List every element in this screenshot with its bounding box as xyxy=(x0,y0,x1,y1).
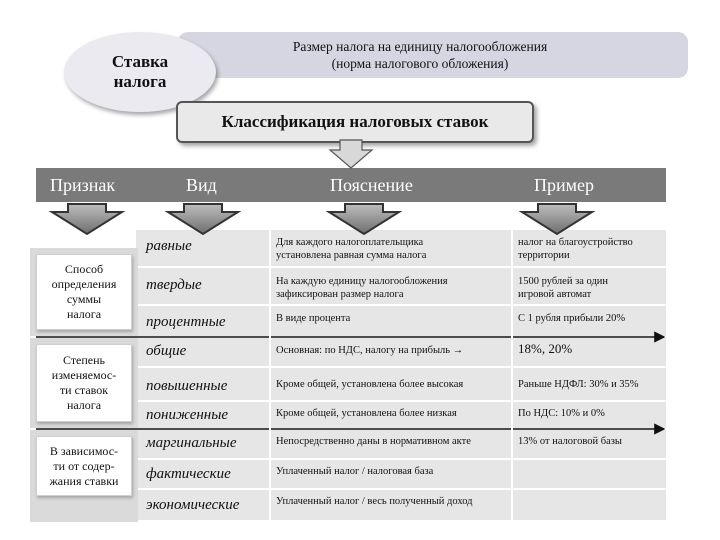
rate-label-line2: налога xyxy=(113,72,167,91)
criteria-line: В зависимос- xyxy=(49,443,119,458)
explanation-reduced: Кроме общей, установлена более низкая xyxy=(276,408,457,419)
example-line: территории xyxy=(518,250,570,261)
explanation-marginal: Непосредственно даны в нормативном акте xyxy=(276,436,471,447)
rate-label-line1: Ставка xyxy=(111,52,169,71)
type-increased: повышенные xyxy=(146,378,228,394)
header-sign: Признак xyxy=(50,175,116,195)
explanation-economic: Уплаченный налог / весь полученный доход xyxy=(276,496,473,507)
criteria-line: суммы xyxy=(66,292,102,306)
explanation-general: Основная: по НДС, налогу на прибыль → xyxy=(276,345,464,356)
explanation-line: зафиксирован размер налога xyxy=(276,289,404,300)
explanation-line: Для каждого налогоплательщика xyxy=(276,237,424,248)
definition-line2: (норма налогового обложения) xyxy=(331,56,509,71)
type-general: общие xyxy=(146,343,187,359)
explanation-fixed xyxy=(276,275,506,301)
criteria-line: Способ xyxy=(64,262,104,276)
explanation-line: установлена равная сумма налога xyxy=(276,250,427,261)
type-reduced: пониженные xyxy=(146,407,229,423)
chevron-sign-icon xyxy=(52,204,122,234)
chevron-type-icon xyxy=(168,204,238,234)
criteria-line: Степень xyxy=(62,353,106,367)
type-economic: экономические xyxy=(146,497,240,513)
header-example: Пример xyxy=(534,175,595,195)
example-percent: С 1 рубля прибыли 20% xyxy=(518,313,626,324)
type-actual: фактические xyxy=(146,466,231,482)
header-type: Вид xyxy=(186,175,217,195)
example-line: игровой автомат xyxy=(518,289,592,300)
type-equal: равные xyxy=(146,238,192,254)
explanation-line: На каждую единицу налогообложения xyxy=(276,276,448,287)
type-marginal: маргинальные xyxy=(146,435,237,451)
example-fixed xyxy=(518,275,666,301)
header-explanation: Пояснение xyxy=(330,175,413,195)
criteria-line: жания ставки xyxy=(49,473,119,488)
explanation-percent: В виде процента xyxy=(276,313,351,324)
chevron-explanation-icon xyxy=(329,204,399,234)
criteria-line: налога xyxy=(66,398,102,412)
criteria-line: определения xyxy=(51,277,117,291)
example-line: налог на благоустройство xyxy=(518,237,633,248)
definition-line1: Размер налога на единицу налогообложения xyxy=(292,39,548,54)
explanation-increased: Кроме общей, установлена более высокая xyxy=(276,379,464,390)
example-line: 1500 рублей за один xyxy=(518,276,609,287)
example-equal xyxy=(518,236,666,262)
criteria-line: ти от содер- xyxy=(53,458,115,473)
type-fixed: твердые xyxy=(146,277,202,293)
explanation-actual: Уплаченный налог / налоговая база xyxy=(276,466,434,477)
example-marginal: 13% от налоговой базы xyxy=(518,436,622,447)
down-arrow-icon xyxy=(330,140,372,168)
example-general: 18%, 20% xyxy=(518,341,573,356)
example-increased: Раньше НДФЛ: 30% и 35% xyxy=(518,379,639,390)
classification-title: Классификация налоговых ставок xyxy=(176,101,534,143)
explanation-equal xyxy=(276,236,506,262)
criteria-line: изменяемос- xyxy=(51,368,117,382)
chevron-example-icon xyxy=(522,204,592,234)
example-reduced: По НДС: 10% и 0% xyxy=(518,408,605,419)
type-percent: процентные xyxy=(146,314,226,330)
criteria-line: налога xyxy=(66,307,102,321)
criteria-line: ти ставок xyxy=(59,383,109,397)
